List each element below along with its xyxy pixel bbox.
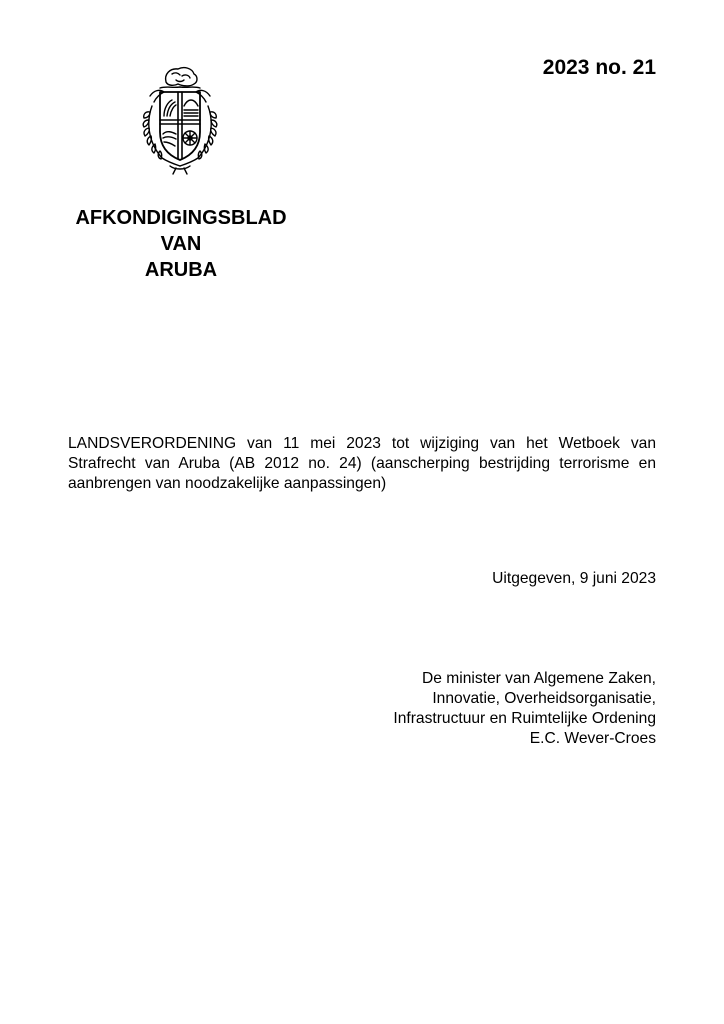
gazette-masthead [58, 205, 304, 283]
law-title: LANDSVERORDENING van 11 mei 2023 tot wijziging van het Wetboek van Strafrecht van Aruba (AB 2012 no. 24) (aanscherping bestrijding terrorisme en aanbrengen van noodzakelijke aanpassingen) [68, 435, 656, 492]
masthead-line-2: VAN [160, 233, 202, 255]
signatory-name: E.C. Wever-Croes [529, 730, 656, 747]
document-number: 2023 no. 21 [542, 56, 656, 79]
signature-line-2: Innovatie, Overheidsorganisatie, [432, 690, 656, 707]
signature-line-3: Infrastructuur en Ruimtelijke Ordening [393, 710, 656, 727]
aruba-coat-of-arms-icon [120, 62, 240, 182]
masthead-line-1: AFKONDIGINGSBLAD [75, 207, 287, 229]
masthead-line-3: ARUBA [144, 259, 218, 281]
signature-line-1: De minister van Algemene Zaken, [421, 670, 656, 687]
publication-date: Uitgegeven, 9 juni 2023 [492, 570, 656, 587]
minister-signature-block [393, 669, 656, 749]
